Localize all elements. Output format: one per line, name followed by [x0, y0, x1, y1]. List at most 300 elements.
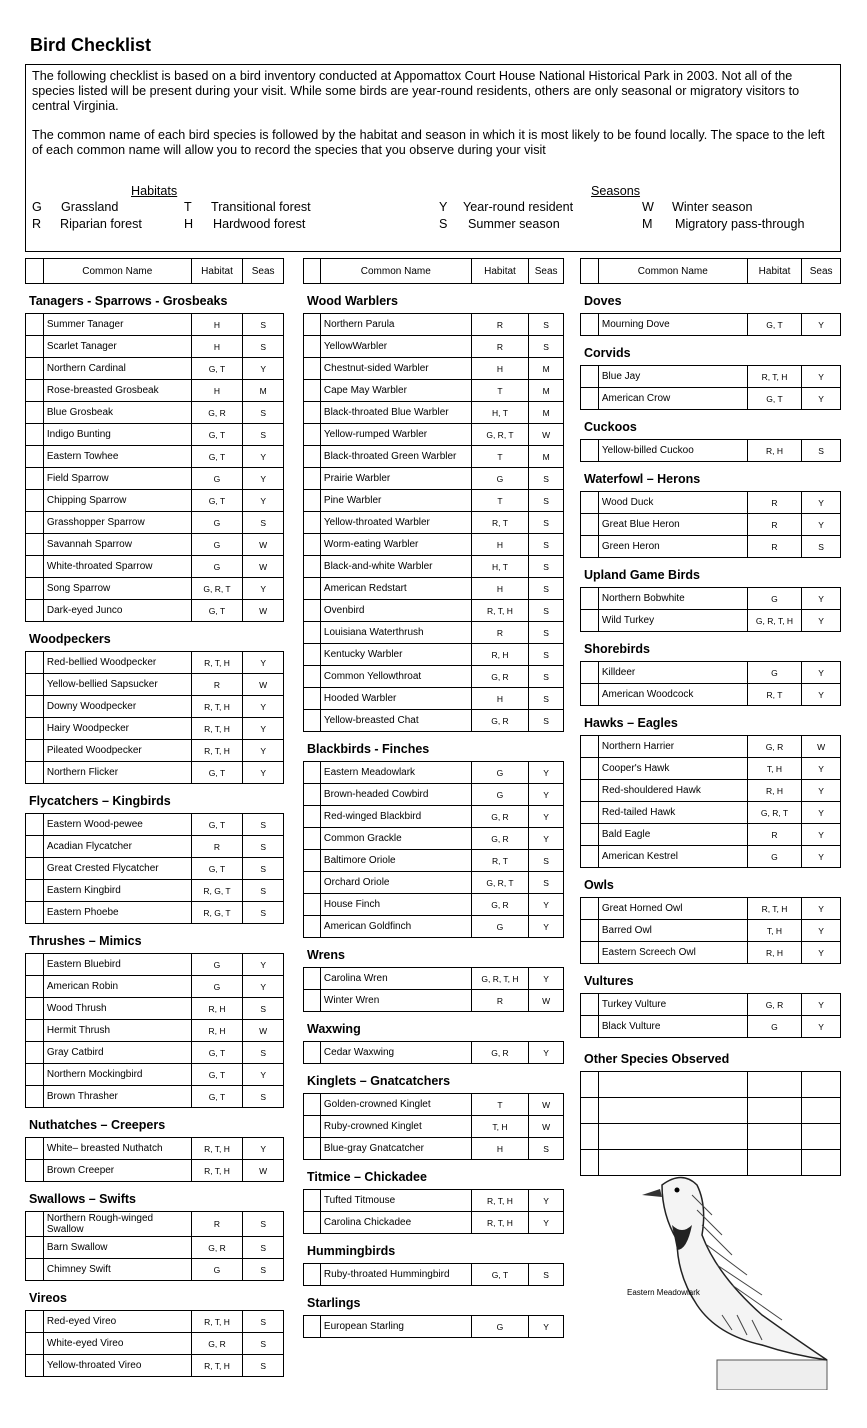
check-box[interactable] — [581, 536, 598, 557]
species-season: Y — [801, 662, 840, 683]
species-habitat: T, H — [471, 1116, 529, 1137]
check-box[interactable] — [26, 556, 43, 577]
check-box[interactable] — [26, 998, 43, 1019]
species-habitat: R, T, H — [191, 1355, 243, 1376]
species-habitat: H, T — [471, 556, 529, 577]
column-header — [25, 258, 284, 284]
species-habitat: H — [471, 534, 529, 555]
species-habitat: R, T, H — [191, 1311, 243, 1332]
species-name: Scarlet Tanager — [43, 336, 191, 357]
species-name: Wood Thrush — [43, 998, 191, 1019]
species-name: Bald Eagle — [598, 824, 747, 845]
species-habitat: G, T — [747, 314, 802, 335]
season-label: Winter season — [672, 200, 753, 214]
species-name: American Robin — [43, 976, 191, 997]
check-box[interactable] — [26, 814, 43, 835]
check-box[interactable] — [26, 336, 43, 357]
check-box[interactable] — [304, 380, 320, 401]
species-row — [26, 718, 283, 740]
check-box[interactable] — [26, 718, 43, 739]
check-box[interactable] — [304, 468, 320, 489]
check-box[interactable] — [304, 402, 320, 423]
species-season: W — [528, 1094, 563, 1115]
species-table — [580, 661, 841, 706]
species-habitat: R, T, H — [191, 652, 243, 673]
check-box[interactable] — [581, 898, 598, 919]
season-label: Summer season — [468, 217, 560, 231]
species-name: Eastern Bluebird — [43, 954, 191, 975]
species-table — [580, 491, 841, 558]
species-season: Y — [528, 916, 563, 937]
species-row — [304, 968, 563, 990]
header-check-cell — [304, 259, 320, 283]
check-box[interactable] — [26, 836, 43, 857]
check-box[interactable] — [304, 850, 320, 871]
species-habitat: G, T — [747, 388, 802, 409]
species-table — [303, 1041, 564, 1064]
species-habitat: H — [471, 1138, 529, 1159]
check-box[interactable] — [304, 578, 320, 599]
species-table — [303, 761, 564, 938]
species-row — [26, 512, 283, 534]
check-box[interactable] — [26, 1020, 43, 1041]
species-name: Golden-crowned Kinglet — [320, 1094, 471, 1115]
species-habitat: R — [191, 836, 243, 857]
species-name: Savannah Sparrow — [43, 534, 191, 555]
species-season: Y — [242, 1064, 283, 1085]
check-box[interactable] — [304, 872, 320, 893]
species-season: Y — [801, 846, 840, 867]
intro-box — [25, 64, 841, 252]
species-row — [26, 490, 283, 512]
check-box[interactable] — [304, 894, 320, 915]
check-box[interactable] — [581, 1072, 598, 1097]
check-box[interactable] — [304, 490, 320, 511]
species-habitat: G, R — [747, 736, 802, 757]
species-table — [25, 651, 284, 784]
check-box[interactable] — [581, 514, 598, 535]
check-box[interactable] — [26, 1160, 43, 1181]
check-box[interactable] — [304, 644, 320, 665]
species-habitat: H — [191, 336, 243, 357]
column-header — [303, 258, 564, 284]
species-season: S — [242, 1086, 283, 1107]
species-habitat: R, T, H — [191, 718, 243, 739]
check-box[interactable] — [26, 1086, 43, 1107]
checklist-column-1 — [25, 258, 284, 1377]
check-box[interactable] — [304, 806, 320, 827]
header-season: Seas — [801, 259, 840, 283]
check-box[interactable] — [26, 1311, 43, 1332]
species-habitat: G — [191, 954, 243, 975]
species-season: W — [242, 1020, 283, 1041]
species-name: Winter Wren — [320, 990, 471, 1011]
check-box[interactable] — [26, 954, 43, 975]
species-habitat: G, R — [471, 666, 529, 687]
species-table — [303, 1189, 564, 1234]
check-box[interactable] — [304, 358, 320, 379]
species-name: European Starling — [320, 1316, 471, 1337]
check-box[interactable] — [304, 1212, 320, 1233]
habitat-code: G — [32, 200, 42, 214]
header-common-name: Common Name — [598, 259, 747, 283]
species-season: Y — [242, 652, 283, 673]
check-box[interactable] — [581, 994, 598, 1015]
section-title: Vultures — [584, 974, 634, 988]
species-name: American Goldfinch — [320, 916, 471, 937]
check-box[interactable] — [26, 446, 43, 467]
check-box[interactable] — [26, 600, 43, 621]
species-season: M — [528, 402, 563, 423]
species-name: House Finch — [320, 894, 471, 915]
blank-cell[interactable] — [801, 1072, 840, 1097]
check-box[interactable] — [304, 688, 320, 709]
check-box[interactable] — [581, 1016, 598, 1037]
species-row — [26, 556, 283, 578]
species-habitat: R — [747, 514, 802, 535]
species-season: W — [242, 674, 283, 695]
check-box[interactable] — [581, 662, 598, 683]
species-season: W — [528, 990, 563, 1011]
check-box[interactable] — [581, 684, 598, 705]
check-box[interactable] — [26, 380, 43, 401]
species-row — [26, 1237, 283, 1259]
species-row — [26, 976, 283, 998]
species-row — [26, 696, 283, 718]
check-box[interactable] — [304, 512, 320, 533]
check-box[interactable] — [26, 314, 43, 335]
species-row — [26, 880, 283, 902]
species-row — [26, 1311, 283, 1333]
check-box[interactable] — [304, 916, 320, 937]
species-row — [26, 578, 283, 600]
species-name: Blue Grosbeak — [43, 402, 191, 423]
check-box[interactable] — [581, 388, 598, 409]
check-box[interactable] — [26, 1064, 43, 1085]
blank-cell[interactable] — [801, 1098, 840, 1123]
species-row — [304, 1264, 563, 1286]
check-box[interactable] — [581, 920, 598, 941]
check-box[interactable] — [581, 1124, 598, 1149]
check-box[interactable] — [581, 1098, 598, 1123]
species-name: Common Grackle — [320, 828, 471, 849]
check-box[interactable] — [581, 736, 598, 757]
check-box[interactable] — [304, 600, 320, 621]
check-box[interactable] — [26, 1333, 43, 1354]
section-title: Cuckoos — [584, 420, 637, 434]
species-name: Pileated Woodpecker — [43, 740, 191, 761]
species-row — [304, 600, 563, 622]
blank-cell[interactable] — [747, 1124, 802, 1149]
check-box[interactable] — [581, 802, 598, 823]
check-box[interactable] — [26, 490, 43, 511]
species-name: Orchard Oriole — [320, 872, 471, 893]
species-name: Pine Warbler — [320, 490, 471, 511]
check-box[interactable] — [304, 622, 320, 643]
species-row — [304, 402, 563, 424]
check-box[interactable] — [26, 578, 43, 599]
check-box[interactable] — [581, 942, 598, 963]
check-box[interactable] — [304, 1042, 320, 1063]
check-box[interactable] — [581, 314, 598, 335]
species-name: Common Yellowthroat — [320, 666, 471, 687]
species-habitat: H — [471, 688, 529, 709]
species-habitat: R — [191, 1212, 243, 1236]
check-box[interactable] — [26, 902, 43, 923]
species-name: Green Heron — [598, 536, 747, 557]
species-row — [581, 758, 840, 780]
species-row — [26, 652, 283, 674]
section-title: Wrens — [307, 948, 345, 962]
species-habitat: R, T, H — [747, 898, 802, 919]
species-row — [581, 588, 840, 610]
species-row — [26, 424, 283, 446]
species-habitat: R — [471, 990, 529, 1011]
check-box[interactable] — [304, 446, 320, 467]
species-name: Eastern Screech Owl — [598, 942, 747, 963]
check-box[interactable] — [26, 858, 43, 879]
species-row — [581, 920, 840, 942]
species-season: S — [242, 1237, 283, 1258]
species-season: S — [528, 336, 563, 357]
species-table — [303, 1315, 564, 1338]
check-box[interactable] — [26, 696, 43, 717]
species-row — [26, 762, 283, 784]
check-box[interactable] — [26, 1259, 43, 1280]
blank-cell[interactable] — [598, 1072, 747, 1097]
blank-cell[interactable] — [747, 1072, 802, 1097]
species-habitat: R, H — [191, 1020, 243, 1041]
species-season: S — [242, 1333, 283, 1354]
species-habitat: G — [191, 512, 243, 533]
species-season: Y — [242, 1138, 283, 1159]
check-box[interactable] — [304, 1138, 320, 1159]
species-season: Y — [242, 740, 283, 761]
species-habitat: T — [471, 490, 529, 511]
species-row — [304, 1116, 563, 1138]
species-season: S — [528, 710, 563, 731]
check-box[interactable] — [304, 534, 320, 555]
check-box[interactable] — [26, 1237, 43, 1258]
species-season: Y — [801, 492, 840, 513]
species-row — [26, 1138, 283, 1160]
species-season: W — [801, 736, 840, 757]
check-box[interactable] — [581, 758, 598, 779]
species-table — [303, 1093, 564, 1160]
species-habitat: R, T, H — [471, 1212, 529, 1233]
species-season: S — [242, 814, 283, 835]
check-box[interactable] — [304, 828, 320, 849]
species-season: S — [242, 336, 283, 357]
species-name: Yellow-throated Vireo — [43, 1355, 191, 1376]
check-box[interactable] — [26, 512, 43, 533]
blank-row[interactable] — [581, 1098, 840, 1124]
other-species-table — [580, 1071, 841, 1176]
species-season: S — [528, 512, 563, 533]
species-habitat: G, T — [471, 1264, 529, 1285]
species-habitat: G, T — [191, 446, 243, 467]
species-season: Y — [242, 578, 283, 599]
species-name: American Kestrel — [598, 846, 747, 867]
species-season: Y — [242, 446, 283, 467]
check-box[interactable] — [26, 652, 43, 673]
blank-cell[interactable] — [598, 1124, 747, 1149]
species-season: Y — [801, 758, 840, 779]
check-box[interactable] — [581, 440, 598, 461]
habitat-code: T — [184, 200, 192, 214]
species-habitat: G, R — [191, 1237, 243, 1258]
species-season: S — [528, 644, 563, 665]
species-season: S — [528, 468, 563, 489]
species-row — [581, 898, 840, 920]
check-box[interactable] — [26, 1042, 43, 1063]
species-name: American Crow — [598, 388, 747, 409]
check-box[interactable] — [26, 358, 43, 379]
species-name: Northern Cardinal — [43, 358, 191, 379]
check-box[interactable] — [26, 534, 43, 555]
check-box[interactable] — [304, 336, 320, 357]
check-box[interactable] — [581, 610, 598, 631]
check-box[interactable] — [26, 424, 43, 445]
species-habitat: G — [471, 784, 529, 805]
header-season: Seas — [242, 259, 283, 283]
check-box[interactable] — [26, 674, 43, 695]
species-habitat: G, R — [471, 1042, 529, 1063]
check-box[interactable] — [304, 710, 320, 731]
species-name: Carolina Chickadee — [320, 1212, 471, 1233]
check-box[interactable] — [581, 846, 598, 867]
check-box[interactable] — [581, 588, 598, 609]
check-box[interactable] — [304, 666, 320, 687]
species-name: Indigo Bunting — [43, 424, 191, 445]
section-title: Starlings — [307, 1296, 361, 1310]
blank-cell[interactable] — [598, 1098, 747, 1123]
species-season: S — [801, 536, 840, 557]
species-table — [580, 365, 841, 410]
check-box[interactable] — [304, 1116, 320, 1137]
check-box[interactable] — [304, 314, 320, 335]
species-habitat: R, T, H — [191, 740, 243, 761]
species-row — [304, 1094, 563, 1116]
check-box[interactable] — [304, 990, 320, 1011]
species-row — [26, 1333, 283, 1355]
species-row — [26, 954, 283, 976]
species-row — [26, 836, 283, 858]
blank-cell[interactable] — [747, 1098, 802, 1123]
check-box[interactable] — [26, 762, 43, 783]
species-habitat: R, T — [471, 512, 529, 533]
species-row — [304, 556, 563, 578]
species-table — [580, 587, 841, 632]
species-row — [304, 894, 563, 916]
section-title: Hawks – Eagles — [584, 716, 678, 730]
check-box[interactable] — [26, 402, 43, 423]
species-row — [26, 600, 283, 622]
species-habitat: H — [191, 380, 243, 401]
species-table — [580, 897, 841, 964]
species-row — [26, 1212, 283, 1237]
species-habitat: G — [747, 1016, 802, 1037]
check-box[interactable] — [304, 1190, 320, 1211]
header-habitat: Habitat — [191, 259, 243, 283]
species-season: Y — [528, 828, 563, 849]
blank-row[interactable] — [581, 1124, 840, 1150]
section-title: Nuthatches – Creepers — [29, 1118, 166, 1132]
check-box[interactable] — [581, 1150, 598, 1175]
blank-cell[interactable] — [801, 1124, 840, 1149]
species-habitat: G, T — [191, 1042, 243, 1063]
check-box[interactable] — [581, 824, 598, 845]
species-row — [581, 366, 840, 388]
check-box[interactable] — [26, 1138, 43, 1159]
species-row — [304, 512, 563, 534]
species-habitat: R, H — [471, 644, 529, 665]
check-box[interactable] — [304, 762, 320, 783]
species-name: Yellow-rumped Warbler — [320, 424, 471, 445]
species-season: Y — [528, 1212, 563, 1233]
species-name: Red-shouldered Hawk — [598, 780, 747, 801]
species-season: Y — [528, 894, 563, 915]
species-season: S — [242, 402, 283, 423]
check-box[interactable] — [304, 1094, 320, 1115]
species-habitat: R, T — [747, 684, 802, 705]
section-title: Swallows – Swifts — [29, 1192, 136, 1206]
species-row — [26, 1086, 283, 1108]
species-habitat: G, R — [471, 894, 529, 915]
check-box[interactable] — [304, 556, 320, 577]
blank-row[interactable] — [581, 1072, 840, 1098]
species-habitat: G — [747, 846, 802, 867]
check-box[interactable] — [581, 780, 598, 801]
species-table — [25, 813, 284, 924]
season-code: W — [642, 200, 654, 214]
species-name: Eastern Phoebe — [43, 902, 191, 923]
species-habitat: R, T, H — [471, 1190, 529, 1211]
species-row — [26, 534, 283, 556]
check-box[interactable] — [304, 424, 320, 445]
check-box[interactable] — [26, 1212, 43, 1236]
check-box[interactable] — [26, 740, 43, 761]
check-box[interactable] — [581, 492, 598, 513]
check-box[interactable] — [304, 968, 320, 989]
check-box[interactable] — [26, 976, 43, 997]
section-title: Owls — [584, 878, 614, 892]
species-season: Y — [801, 920, 840, 941]
species-name: Louisiana Waterthrush — [320, 622, 471, 643]
check-box[interactable] — [26, 880, 43, 901]
check-box[interactable] — [581, 366, 598, 387]
species-habitat: G — [747, 588, 802, 609]
section-title: Tanagers - Sparrows - Grosbeaks — [29, 294, 228, 308]
species-row — [581, 514, 840, 536]
species-season: S — [528, 622, 563, 643]
check-box[interactable] — [304, 1264, 320, 1285]
check-box[interactable] — [304, 1316, 320, 1337]
habitat-label: Riparian forest — [60, 217, 142, 231]
check-box[interactable] — [26, 1355, 43, 1376]
species-row — [581, 994, 840, 1016]
species-row — [304, 710, 563, 732]
check-box[interactable] — [26, 468, 43, 489]
checklist-column-2 — [303, 258, 564, 1338]
species-habitat: G — [191, 468, 243, 489]
species-name: Red-eyed Vireo — [43, 1311, 191, 1332]
species-habitat: R — [471, 336, 529, 357]
species-season: S — [242, 314, 283, 335]
species-name: Acadian Flycatcher — [43, 836, 191, 857]
species-row — [304, 490, 563, 512]
check-box[interactable] — [304, 784, 320, 805]
